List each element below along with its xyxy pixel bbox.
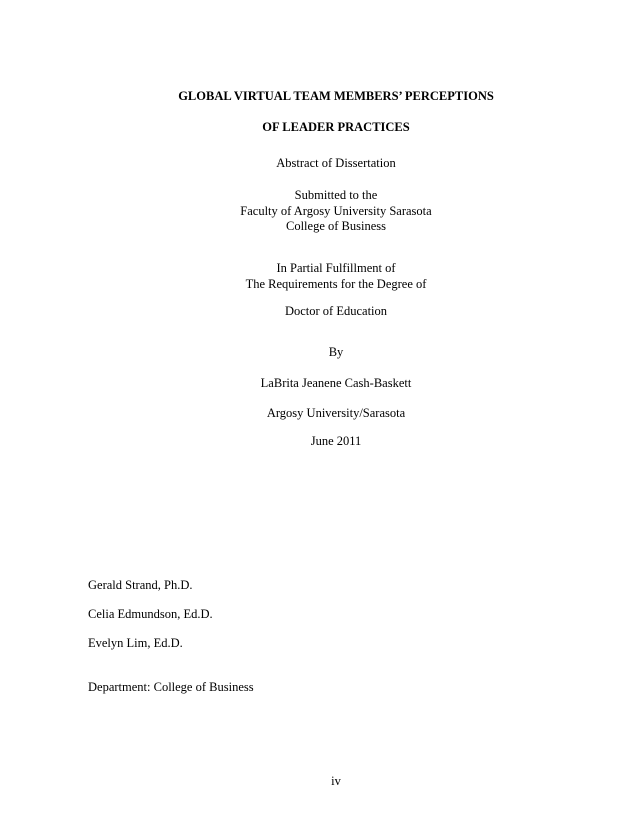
institution: Argosy University/Sarasota xyxy=(266,406,406,420)
title-line-1: GLOBAL VIRTUAL TEAM MEMBERS’ PERCEPTIONS xyxy=(178,89,494,103)
fulfillment-line-1: In Partial Fulfillment of xyxy=(276,261,396,275)
author-name: LaBrita Jeanene Cash-Baskett xyxy=(260,376,412,390)
department: Department: College of Business xyxy=(88,680,254,694)
committee-member: Gerald Strand, Ph.D. xyxy=(88,578,193,592)
submitted-line-2: Faculty of Argosy University Sarasota xyxy=(240,204,432,218)
submitted-line-3: College of Business xyxy=(286,219,386,233)
page-number: iv xyxy=(331,774,341,788)
abstract-label: Abstract of Dissertation xyxy=(276,156,396,170)
submitted-line-1: Submitted to the xyxy=(294,188,378,202)
degree: Doctor of Education xyxy=(284,304,388,318)
date: June 2011 xyxy=(310,434,362,448)
title-line-2: OF LEADER PRACTICES xyxy=(262,120,410,134)
committee-member: Celia Edmundson, Ed.D. xyxy=(88,607,213,621)
committee-member: Evelyn Lim, Ed.D. xyxy=(88,636,183,650)
by-label: By xyxy=(328,345,344,359)
fulfillment-line-2: The Requirements for the Degree of xyxy=(245,277,427,291)
